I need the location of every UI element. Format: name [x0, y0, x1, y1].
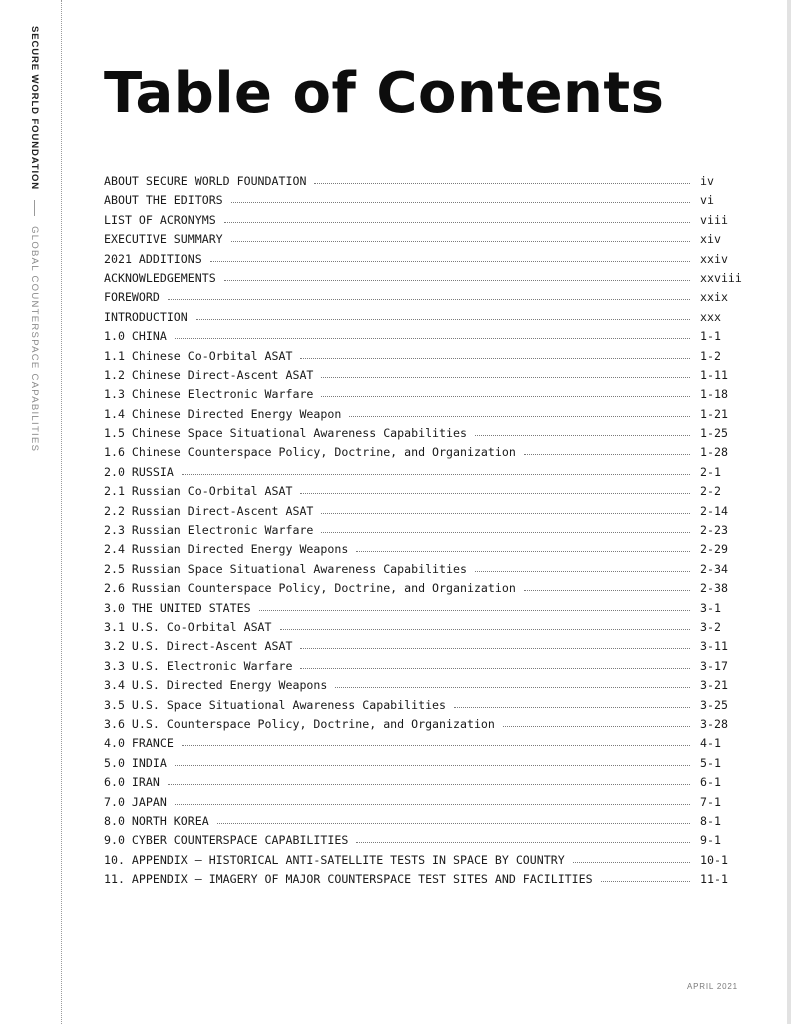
- toc-entry-label: 3.4 U.S. Directed Energy Weapons: [104, 678, 328, 693]
- toc-entry-page-number: xxiv: [700, 251, 728, 266]
- toc-entry-label: 3.0 THE UNITED STATES: [104, 600, 251, 615]
- dot-leader: [210, 261, 690, 262]
- dot-leader: [217, 823, 690, 824]
- toc-entry-page-number: 6-1: [700, 775, 721, 790]
- toc-entry[interactable]: [104, 465, 754, 484]
- toc-entry-page-number: 3-11: [700, 639, 728, 654]
- toc-entry-label: 2.0 RUSSIA: [104, 464, 174, 479]
- toc-entry-label: 1.3 Chinese Electronic Warfare: [104, 387, 314, 402]
- toc-entry-label: 3.6 U.S. Counterspace Policy, Doctrine, and Organization: [104, 716, 495, 731]
- dot-leader: [224, 222, 690, 223]
- toc-entry-page-number: 1-11: [700, 367, 728, 382]
- toc-entry[interactable]: [104, 213, 754, 232]
- toc-entry-label: 2.2 Russian Direct-Ascent ASAT: [104, 503, 314, 518]
- toc-entry-page-number: 11-1: [700, 872, 728, 887]
- toc-entry-page-number: 2-38: [700, 581, 728, 596]
- dot-leader: [524, 454, 690, 455]
- toc-entry[interactable]: [104, 387, 754, 406]
- toc-entry-label: 3.3 U.S. Electronic Warfare: [104, 658, 293, 673]
- toc-entry-page-number: 3-1: [700, 600, 721, 615]
- dot-leader: [321, 513, 690, 514]
- toc-entry-label: 2.4 Russian Directed Energy Weapons: [104, 542, 349, 557]
- toc-entry[interactable]: [104, 872, 754, 891]
- dot-leader: [454, 707, 690, 708]
- toc-entry-label: EXECUTIVE SUMMARY: [104, 232, 223, 247]
- toc-entry-page-number: 2-1: [700, 464, 721, 479]
- toc-entry[interactable]: [104, 193, 754, 212]
- toc-entry-label: 5.0 INDIA: [104, 755, 167, 770]
- toc-entry-label: 1.5 Chinese Space Situational Awareness Capabilities: [104, 426, 467, 441]
- toc-entry-page-number: 8-1: [700, 813, 721, 828]
- dot-leader: [475, 571, 690, 572]
- toc-entry[interactable]: [104, 717, 754, 736]
- toc-entry-label: 3.1 U.S. Co-Orbital ASAT: [104, 619, 272, 634]
- toc-entry-label: 1.2 Chinese Direct-Ascent ASAT: [104, 367, 314, 382]
- toc-entry-page-number: 1-1: [700, 329, 721, 344]
- dot-leader: [321, 377, 690, 378]
- toc-entry-page-number: xxviii: [700, 270, 742, 285]
- dot-leader: [259, 610, 690, 611]
- toc-entry-label: ACKNOWLEDGEMENTS: [104, 270, 216, 285]
- toc-entry[interactable]: [104, 736, 754, 755]
- toc-entry-page-number: iv: [700, 174, 714, 188]
- dot-leader: [280, 629, 690, 630]
- toc-entry[interactable]: [104, 775, 754, 794]
- toc-entry-page-number: 3-28: [700, 716, 728, 731]
- toc-entry-label: 6.0 IRAN: [104, 775, 160, 790]
- toc-entry-label: 8.0 NORTH KOREA: [104, 813, 209, 828]
- toc-entry-page-number: xiv: [700, 232, 721, 247]
- toc-entry[interactable]: [104, 756, 754, 775]
- dot-leader: [300, 648, 690, 649]
- dot-leader: [175, 338, 690, 339]
- dot-leader: [335, 687, 690, 688]
- toc-entry[interactable]: [104, 581, 754, 600]
- dot-leader: [168, 299, 690, 300]
- toc-entry[interactable]: [104, 562, 754, 581]
- page-title: Table of Contents: [104, 61, 665, 126]
- toc-entry-page-number: xxix: [700, 290, 728, 305]
- toc-entry[interactable]: [104, 329, 754, 348]
- toc-entry[interactable]: [104, 795, 754, 814]
- dot-leader: [356, 842, 690, 843]
- toc-entry-label: ABOUT THE EDITORS: [104, 193, 223, 208]
- dot-leader: [300, 493, 690, 494]
- toc-entry-label: 2.6 Russian Counterspace Policy, Doctrine, and Organization: [104, 581, 516, 596]
- left-margin-rule: [61, 0, 62, 1024]
- toc-entry-label: 11. APPENDIX – IMAGERY OF MAJOR COUNTERSPACE TEST SITES AND FACILITIES: [104, 872, 593, 887]
- toc-entry-page-number: 1-2: [700, 348, 721, 363]
- toc-entry-label: 3.2 U.S. Direct-Ascent ASAT: [104, 639, 293, 654]
- dot-leader: [321, 396, 690, 397]
- toc-entry[interactable]: [104, 523, 754, 542]
- toc-entry[interactable]: [104, 290, 754, 309]
- toc-entry[interactable]: [104, 426, 754, 445]
- dot-leader: [503, 726, 690, 727]
- dot-leader: [182, 745, 690, 746]
- toc-entry[interactable]: [104, 407, 754, 426]
- toc-entry-page-number: 5-1: [700, 755, 721, 770]
- toc-entry-page-number: 1-28: [700, 445, 728, 460]
- toc-entry-page-number: 4-1: [700, 736, 721, 751]
- toc-entry[interactable]: [104, 833, 754, 852]
- toc-entry-page-number: 9-1: [700, 833, 721, 848]
- toc-entry-page-number: viii: [700, 212, 728, 227]
- toc-entry-label: 1.0 CHINA: [104, 329, 167, 344]
- toc-entry[interactable]: [104, 601, 754, 620]
- toc-entry-label: FOREWORD: [104, 290, 160, 305]
- toc-entry-page-number: 3-2: [700, 619, 721, 634]
- dot-leader: [175, 765, 690, 766]
- toc-entry[interactable]: [104, 678, 754, 697]
- toc-entry-page-number: 2-34: [700, 561, 728, 576]
- toc-entry-label: 10. APPENDIX – HISTORICAL ANTI-SATELLITE TESTS IN SPACE BY COUNTRY: [104, 852, 565, 867]
- toc-entry[interactable]: [104, 620, 754, 639]
- toc-entry-page-number: 1-18: [700, 387, 728, 402]
- dot-leader: [300, 358, 690, 359]
- toc-entry-label: 2.3 Russian Electronic Warfare: [104, 523, 314, 538]
- toc-entry-page-number: 7-1: [700, 794, 721, 809]
- toc-entry[interactable]: [104, 232, 754, 251]
- toc-entry-page-number: 2-23: [700, 523, 728, 538]
- toc-entry[interactable]: [104, 504, 754, 523]
- toc-entry-label: INTRODUCTION: [104, 309, 188, 324]
- table-of-contents: [104, 174, 754, 891]
- toc-entry[interactable]: [104, 814, 754, 833]
- toc-entry-label: 1.1 Chinese Co-Orbital ASAT: [104, 348, 293, 363]
- right-page-edge: [787, 0, 791, 1024]
- dot-leader: [175, 804, 690, 805]
- toc-entry-label: 7.0 JAPAN: [104, 794, 167, 809]
- toc-entry[interactable]: [104, 174, 754, 193]
- report-title: GLOBAL COUNTERSPACE CAPABILITIES: [29, 226, 40, 453]
- dot-leader: [601, 881, 690, 882]
- toc-entry-page-number: 1-21: [700, 406, 728, 421]
- dot-leader: [196, 319, 690, 320]
- toc-entry-page-number: 1-25: [700, 426, 728, 441]
- toc-entry-label: LIST OF ACRONYMS: [104, 212, 216, 227]
- footer-date: APRIL 2021: [687, 982, 738, 991]
- dot-leader: [573, 862, 690, 863]
- toc-entry-page-number: 10-1: [700, 852, 728, 867]
- toc-entry-page-number: 3-17: [700, 658, 728, 673]
- toc-entry-page-number: vi: [700, 193, 714, 208]
- toc-entry[interactable]: [104, 639, 754, 658]
- toc-entry[interactable]: [104, 310, 754, 329]
- toc-entry-label: 1.6 Chinese Counterspace Policy, Doctrine, and Organization: [104, 445, 516, 460]
- toc-entry[interactable]: [104, 542, 754, 561]
- toc-entry[interactable]: [104, 349, 754, 368]
- dot-leader: [300, 668, 690, 669]
- toc-entry[interactable]: [104, 445, 754, 464]
- toc-entry[interactable]: [104, 271, 754, 290]
- toc-entry[interactable]: [104, 659, 754, 678]
- toc-entry-label: 4.0 FRANCE: [104, 736, 174, 751]
- toc-entry-label: 1.4 Chinese Directed Energy Weapon: [104, 406, 342, 421]
- toc-entry-label: 2021 ADDITIONS: [104, 251, 202, 266]
- toc-entry-label: 2.5 Russian Space Situational Awareness Capabilities: [104, 561, 467, 576]
- dot-leader: [168, 784, 690, 785]
- toc-entry-label: 9.0 CYBER COUNTERSPACE CAPABILITIES: [104, 833, 349, 848]
- toc-entry-label: 3.5 U.S. Space Situational Awareness Capabilities: [104, 697, 447, 712]
- toc-entry-page-number: 3-21: [700, 678, 728, 693]
- organization-name: SECURE WORLD FOUNDATION: [29, 26, 40, 191]
- dot-leader: [356, 551, 690, 552]
- toc-entry[interactable]: [104, 853, 754, 872]
- dot-leader: [314, 183, 690, 184]
- dot-leader: [524, 590, 690, 591]
- dot-leader: [349, 416, 690, 417]
- dot-leader: [224, 280, 690, 281]
- toc-entry[interactable]: [104, 484, 754, 503]
- toc-entry[interactable]: [104, 368, 754, 387]
- toc-entry-page-number: xxx: [700, 309, 721, 324]
- dot-leader: [321, 532, 690, 533]
- toc-entry-label: ABOUT SECURE WORLD FOUNDATION: [104, 174, 307, 188]
- toc-entry-page-number: 3-25: [700, 697, 728, 712]
- dot-leader: [231, 202, 690, 203]
- toc-entry[interactable]: [104, 698, 754, 717]
- toc-entry-page-number: 2-29: [700, 542, 728, 557]
- vertical-running-header: [29, 26, 40, 452]
- dot-leader: [231, 241, 690, 242]
- toc-entry-page-number: 2-14: [700, 503, 728, 518]
- toc-entry[interactable]: [104, 252, 754, 271]
- dot-leader: [475, 435, 690, 436]
- header-separator: [34, 200, 35, 216]
- dot-leader: [182, 474, 690, 475]
- toc-entry-label: 2.1 Russian Co-Orbital ASAT: [104, 484, 293, 499]
- toc-entry-page-number: 2-2: [700, 484, 721, 499]
